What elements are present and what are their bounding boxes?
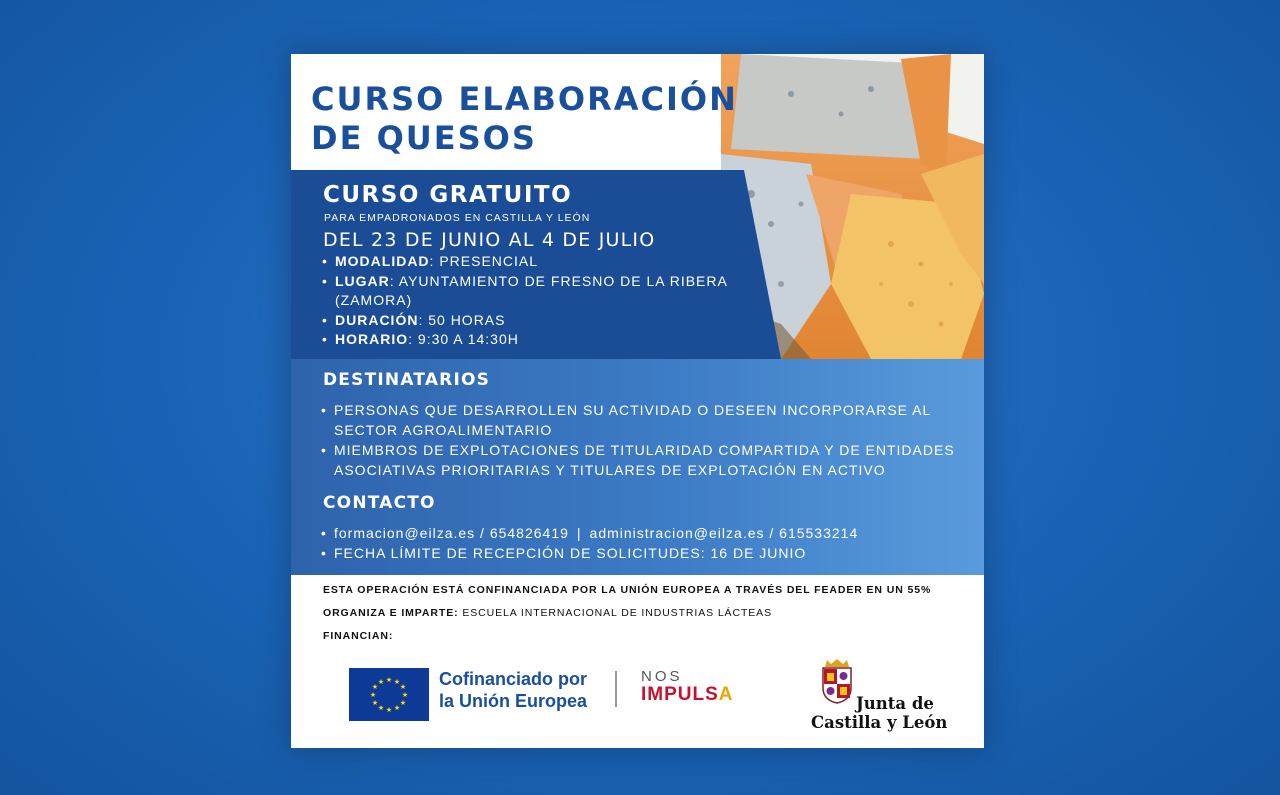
organizer-value: ESCUELA INTERNACIONAL DE INDUSTRIAS LÁCTEAS: [462, 607, 772, 619]
eu-text-line-1: Cofinanciado por: [439, 669, 587, 689]
svg-text:★: ★: [377, 679, 385, 686]
contact-heading: CONTACTO: [323, 493, 436, 513]
svg-text:★: ★: [385, 677, 393, 684]
svg-text:★: ★: [401, 692, 409, 699]
jcyl-line-1: Junta de: [856, 694, 934, 713]
nos-impulsa-logo: [641, 684, 734, 706]
detail-location: [319, 272, 739, 311]
course-details-list: [319, 252, 739, 350]
list-item: • PERSONAS QUE DESARROLLEN SU ACTIVIDAD O DESEEN INCORPORARSE AL SECTOR AGROALIMENTARIO: [319, 400, 964, 440]
detail-duration: [319, 311, 739, 331]
page-title: [311, 80, 771, 158]
svg-text:★: ★: [399, 700, 407, 707]
detail-value: : PRESENCIAL: [429, 253, 539, 269]
recipients-heading: DESTINATARIOS: [323, 370, 491, 390]
list-item: • MIEMBROS DE EXPLOTACIONES DE TITULARIDAD COMPARTIDA Y DE ENTIDADES ASOCIATIVAS PRIORITARIAS Y TITULARES DE EXPLOTACIÓN EN ACTIVO: [319, 440, 964, 480]
detail-schedule: [319, 330, 739, 350]
sponsor-logos: [291, 654, 984, 744]
svg-text:★: ★: [393, 679, 401, 686]
contact-emails: [319, 523, 964, 543]
financers-label: FINANCIAN:: [323, 630, 394, 642]
impulsa-accent: A: [718, 684, 734, 705]
course-dates: DEL 23 DE JUNIO AL 4 DE JULIO: [323, 229, 656, 251]
cofinancing-note: [323, 584, 931, 596]
email-link-administracion[interactable]: administracion@eilza.es / 615533214: [589, 525, 859, 541]
course-poster: [291, 54, 984, 748]
detail-modality: [319, 252, 739, 272]
detail-label: LUGAR: [335, 272, 390, 289]
junta-castilla-leon-logo-text: [811, 694, 947, 732]
detail-label: DURACIÓN: [335, 311, 419, 328]
svg-text:★: ★: [371, 684, 379, 691]
detail-label: MODALIDAD: [335, 253, 430, 269]
organizer-label: ORGANIZA E IMPARTE:: [323, 607, 459, 619]
detail-value: : 50 HORAS: [418, 311, 506, 328]
impulsa-main: IMPULS: [641, 684, 719, 705]
contact-separator: |: [576, 525, 582, 541]
eu-text-line-2: la Unión Europea: [439, 691, 588, 711]
cofinancing-text: ESTA OPERACIÓN ESTÁ CONFINANCIADA POR LA UNIÓN EUROPEA A TRAVÉS DEL FEADER EN UN 55%: [323, 584, 932, 596]
application-deadline: • FECHA LÍMITE DE RECEPCIÓN DE SOLICITUDES: 16 DE JUNIO: [319, 543, 964, 563]
nos-impulsa-top: NOS: [641, 668, 683, 685]
svg-text:★: ★: [371, 700, 379, 707]
svg-text:★: ★: [369, 692, 377, 699]
jcyl-line-2: Castilla y León: [811, 713, 948, 732]
svg-text:★: ★: [399, 684, 407, 691]
financers-line: [323, 630, 393, 642]
email-link-formacion[interactable]: formacion@eilza.es / 654826419: [334, 525, 569, 541]
recipients-list: [319, 400, 964, 480]
svg-text:★: ★: [393, 705, 401, 712]
eu-cofinancing-logo-text: [439, 668, 587, 712]
detail-label: HORARIO: [335, 331, 409, 347]
svg-text:★: ★: [385, 707, 393, 714]
detail-value: : 9:30 A 14:30H: [408, 331, 519, 347]
eu-flag-icon: [349, 668, 429, 721]
svg-text:★: ★: [377, 705, 385, 712]
eligibility-subheading: PARA EMPADRONADOS EN CASTILLA Y LEÓN: [324, 212, 591, 224]
detail-value: : AYUNTAMIENTO DE FRESNO DE LA RIBERA (ZAMORA): [335, 272, 728, 308]
title-line-2: DE QUESOS: [311, 119, 537, 157]
contact-list: [319, 523, 964, 563]
title-line-1: CURSO ELABORACIÓN: [311, 80, 738, 118]
organizer-line: [323, 607, 772, 619]
free-course-heading: CURSO GRATUITO: [323, 182, 573, 208]
logo-divider: [615, 671, 617, 707]
